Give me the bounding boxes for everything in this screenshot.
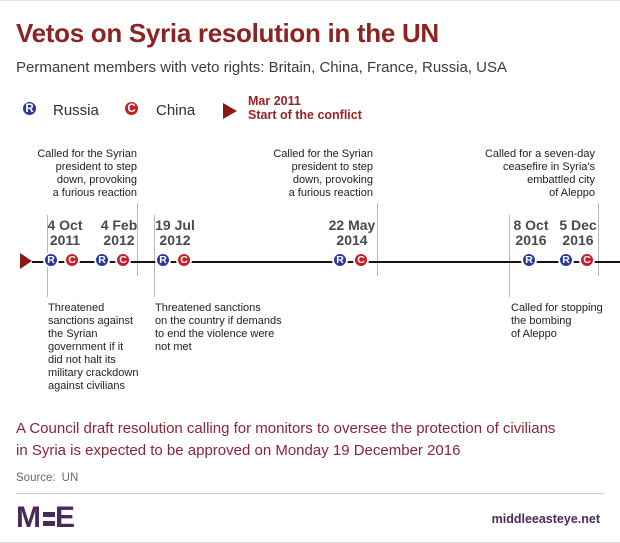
russia-veto-icon: R [521,252,537,268]
china-veto-icon: C [353,252,369,268]
event-date-4: 22 May 2014 [328,217,376,248]
annotation-bottom-3: Called for stopping the bombing of Aleppo [511,302,603,340]
annotation-bottom-2: Threatened sanctions on the country if demands to end the violence were not met [155,302,282,353]
china-veto-icon: C [115,252,131,268]
event-date-1: 4 Oct 2011 [47,217,83,248]
page-subtitle: Permanent members with veto rights: Britain, China, France, Russia, USA [16,59,508,76]
china-legend-label: China [156,102,196,119]
logo-letter-m: M [16,501,41,534]
event-date-5: 8 Oct 2016 [513,217,549,248]
russia-veto-icon: R [155,252,171,268]
china-veto-icon: C [579,252,595,268]
site-link[interactable]: middleeasteye.net [491,512,600,526]
russia-veto-icon: R [43,252,59,268]
timeline-start-triangle-icon [20,253,32,269]
conflict-start-label: Mar 2011 Start of the conflict [248,94,362,122]
conflict-start-triangle-icon [223,103,237,119]
china-veto-icon: C [123,100,140,117]
annotation-top-2: Called for the Syrian president to step down, provoking a furious reaction [273,148,373,199]
source-label: Source: [16,472,56,484]
event-date-3: 19 Jul 2012 [155,217,195,248]
russia-legend-label: Russia [53,102,99,119]
china-veto-icon: C [64,252,80,268]
annotation-top-3: Called for a seven-day ceasefire in Syria's embattled city of Aleppo [484,148,595,199]
russia-veto-icon: R [21,100,38,117]
russia-veto-icon: R [94,252,110,268]
russia-veto-icon: R [332,252,348,268]
page-title: Vetos on Syria resolution in the UN [16,18,439,48]
china-veto-icon: C [176,252,192,268]
logo-letter-e: E [55,501,76,534]
russia-veto-icon: R [558,252,574,268]
source-value: UN [61,472,79,484]
footer-divider [16,493,604,494]
annotation-top-1: Called for the Syrian president to step down, provoking a furious reaction [37,148,137,199]
mee-logo [16,503,75,533]
annotation-bottom-1: Threatened sanctions against the Syrian government if it did not halt its military crackdown against civilians [48,302,139,392]
logo-bars-icon [43,512,55,526]
event-date-2: 4 Feb 2012 [100,217,138,248]
summary-note: A Council draft resolution calling for monitors to oversee the protection of civilians in Syria is expected to be approved on Monday 19 December 2016 [16,420,556,459]
source-line [16,472,78,484]
event-date-6: 5 Dec 2016 [559,217,597,248]
